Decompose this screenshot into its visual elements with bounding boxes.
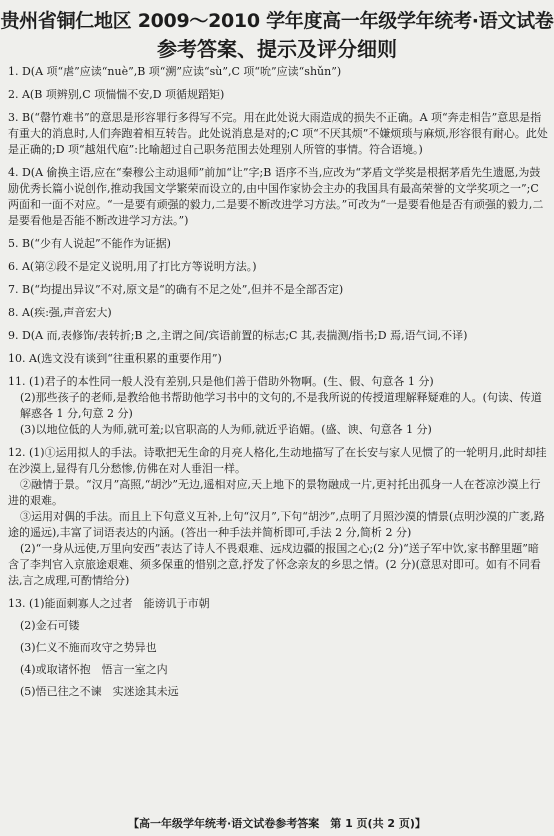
answer-8: 8. A(疾:强,声音宏大)	[8, 306, 112, 319]
answer-13-line-5: (5)悟已往之不谏 实迷途其未远	[20, 685, 179, 698]
answer-13-line-1: 13. (1)能面刺寡人之过者 能谤讥于市朝	[8, 597, 210, 610]
answer-9: 9. D(A 而,表修饰/表转折;B 之,主谓之间/宾语前置的标志;C 其,表揣测/指书;D 焉,语气词,不译)	[8, 329, 468, 342]
answer-10: 10. A(选文没有谈到“往重积累的重要作用”)	[8, 352, 222, 365]
document-subtitle: 参考答案、提示及评分细则	[157, 37, 397, 61]
answer-2: 2. A(B 项辨别,C 项惴惴不安,D 项循规蹈矩)	[8, 88, 225, 101]
answer-12-part-1: 12. (1)①运用拟人的手法。诗歌把无生命的月亮人格化,生动地描写了在长安与家人见惯了的一轮明月,此时却挂在沙漠上,显得有几分愁惨,仿佛在对人垂泪一样。	[8, 446, 547, 475]
answer-6: 6. A(第②段不是定义说明,用了打比方等说明方法。)	[8, 260, 257, 273]
answers-body	[8, 64, 548, 707]
answer-7: 7. B(“均提出异议”不对,原文是“的确有不足之处”,但并不是全部否定)	[8, 283, 344, 296]
answer-1: 1. D(A 项“虐”应读“nuè”,B 项“溯”应读“sù”,C 项“吮”应读“shǔn”)	[8, 65, 342, 78]
answer-12-part-3: ③运用对偶的手法。而且上下句意义互补,上句“汉月”,下句“胡沙”,点明了月照沙漠的情景(点明沙漠的广袤,路途的遥远),丰富了词语表达的内涵。(答出一种手法并简析即可,手法 2 分,简析 2 分)	[8, 510, 545, 539]
document-title: 贵州省铜仁地区 2009～2010 学年度高一年级学年统考·语文试卷	[0, 10, 554, 32]
answer-11-part-2: (2)那些孩子的老师,是教给他书帮助他学习书中的文句的,不是我所说的传授道理解释疑难的人。(句读、传道解惑各 1 分,句意 2 分)	[20, 391, 542, 420]
answer-3: 3. B(“罄竹难书”的意思是形容罪行多得写不完。用在此处说大雨造成的损失不正确。A 项“奔走相告”意思是指有重大的消息时,人们奔跑着相互转告。此处说消息是对的;C 项“不厌其烦”不嫌烦琐与麻烦,形容很有耐心。此处是正确的;D 项“越俎代庖”:比喻超过自己职务范围去处理别人所管的事情。符合语境。)	[8, 111, 548, 156]
answer-12-part-2: ②融情于景。“汉月”高照,“胡沙”无边,遥相对应,天上地下的景物融成一片,更衬托出孤身一人在苍凉沙漠上行进的艰难。	[8, 478, 541, 507]
answer-12-part-4: (2)“一身从远使,万里向安西”表达了诗人不畏艰难、远戍边疆的报国之心;(2 分)“送子军中饮,家书醉里题”暗含了李判官入京旅途艰难、须多保重的惜别之意,抒发了怀念亲友的乡思之情。(2 分)(意思对即可。如有不同看法,言之成理,可酌情给分)	[8, 542, 541, 587]
answer-11-part-1: 11. (1)君子的本性同一般人没有差别,只是他们善于借助外物啊。(生、假、句意各 1 分)	[8, 375, 434, 388]
answer-13-line-3: (3)仁义不施而攻守之势异也	[20, 641, 157, 654]
answer-4: 4. D(A 偷换主语,应在“秦穆公主动退师”前加“让”字;B 语序不当,应改为“茅盾文学奖是根据茅盾先生遗愿,为鼓励优秀长篇小说创作,推动我国文学繁荣而设立的,由中国作家协会主办的我国具有最高荣誉的文学奖项之一”;C 两面和一面不对应。“一是要有顽强的毅力,二是要不断改进学习方法。”可改为“一是要看他是否有顽强的毅力,二是要看他是否能不断改进学习方法。”)	[8, 166, 544, 227]
answer-5: 5. B(“少有人说起”不能作为证据)	[8, 237, 171, 250]
answer-11	[8, 374, 548, 438]
answer-12	[8, 445, 548, 589]
answer-13	[8, 596, 548, 700]
answer-13-line-4: (4)或取诸怀抱 悟言一室之内	[20, 663, 168, 676]
page-footer: 【高一年级学年统考·语文试卷参考答案 第 1 页(共 2 页)】	[128, 817, 426, 830]
answer-11-part-3: (3)以地位低的人为师,就可羞;以官职高的人为师,就近乎谄媚。(盛、谀、句意各 1 分)	[20, 423, 432, 436]
answer-13-line-2: (2)金石可镂	[20, 619, 80, 632]
